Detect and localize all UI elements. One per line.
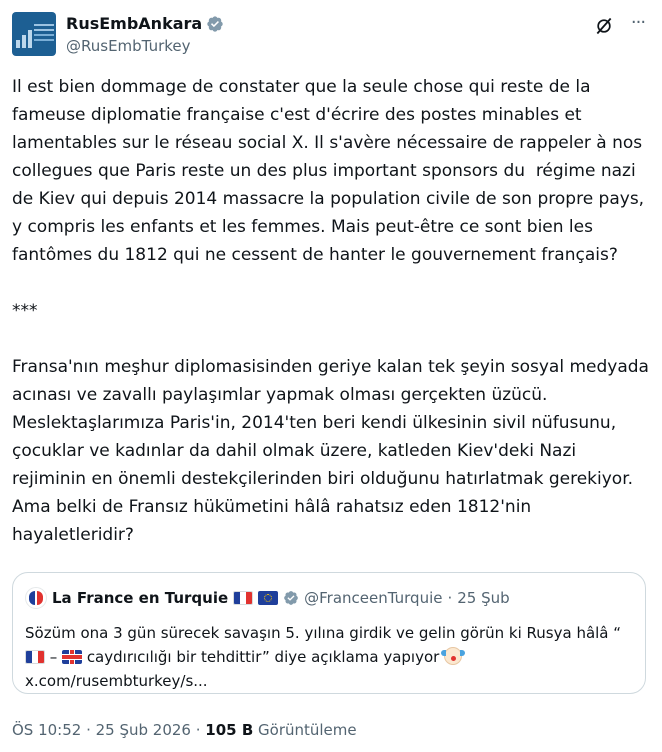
quoted-text bbox=[25, 621, 635, 693]
tweet-timestamp[interactable]: ÖS 10:52 · 25 Şub 2026 · bbox=[12, 721, 206, 739]
verified-badge-icon bbox=[206, 15, 224, 33]
quoted-avatar bbox=[25, 587, 47, 609]
quoted-dash: – bbox=[45, 648, 63, 666]
quoted-tweet[interactable] bbox=[12, 572, 646, 694]
tweet-text-french: Il est bien dommage de constater que la seule chose qui reste de la fameuse diplomatie française c'est d'écrire des postes minables et lamentables sur le réseau social X. Il s'avère nécessaire de rappeler à nos collegues que Paris reste un des plus important sponsors du régime nazi de Kiev qui depuis 2014 massacre la population civile de son propre pays, y compris les enfants et les femmes. Mais peut-être ce sont bien les fantômes du 1812 qui ne cessent de hanter le gouvernement français? bbox=[12, 77, 650, 265]
more-icon[interactable]: ··· bbox=[630, 12, 646, 33]
tweet-text bbox=[12, 73, 655, 549]
quoted-text-part1: Sözüm ona 3 gün sürecek savaşın 5. yılına girdik ve gelin görün ki Rusya hâlâ “ bbox=[25, 624, 622, 642]
avatar-logo-icon bbox=[16, 30, 34, 48]
quoted-handle: @FranceenTurquie bbox=[304, 589, 443, 607]
user-handle[interactable]: @RusEmbTurkey bbox=[66, 37, 191, 55]
quoted-link[interactable]: x.com/rusembturkey/s... bbox=[25, 672, 208, 690]
eu-flag-icon bbox=[258, 591, 278, 605]
grok-icon[interactable] bbox=[594, 16, 614, 36]
avatar-lines bbox=[34, 24, 54, 26]
quoted-date: 25 Şub bbox=[457, 589, 510, 607]
name-row bbox=[66, 14, 224, 33]
quoted-tweet-header bbox=[25, 587, 510, 609]
view-count: 105 B bbox=[205, 721, 254, 739]
avatar[interactable] bbox=[12, 12, 56, 56]
quoted-dot: · bbox=[447, 589, 453, 607]
france-flag-icon bbox=[233, 591, 253, 605]
uk-flag-icon bbox=[62, 650, 82, 664]
tweet-separator: *** bbox=[12, 301, 38, 321]
clown-face-icon bbox=[444, 647, 462, 665]
quoted-display-name: La France en Turquie bbox=[52, 589, 229, 607]
tweet-header bbox=[12, 12, 650, 60]
display-name[interactable]: RusEmbAnkara bbox=[66, 14, 203, 33]
quoted-text-part2: caydırıcılığı bir tehdittir” diye açıklama yapıyor bbox=[82, 648, 445, 666]
tweet-text-turkish: Fransa'nın meşhur diplomasisinden geriye kalan tek şeyin sosyal medyada acınası ve zavallı paylaşımlar yapmak olması gerçekten üzücü. Meslektaşlarımıza Paris'in, 2014'ten beri kendi ülkesinin sivil nüfusunu, çocuklar ve kadınlar da dahil olmak üzere, katleden Kiev'deki Nazi rejiminin en önemli destekçilerinden biri olduğunu hatırlatmak gerekiyor. Ama belki de Fransız hükümetini hâlâ rahatsız eden 1812'nin hayaletleridir? bbox=[12, 357, 655, 545]
quoted-verified-badge-icon bbox=[283, 590, 299, 606]
tweet-meta bbox=[12, 721, 357, 739]
france-flag-inline-icon bbox=[25, 650, 45, 664]
views-label: Görüntüleme bbox=[253, 721, 357, 739]
